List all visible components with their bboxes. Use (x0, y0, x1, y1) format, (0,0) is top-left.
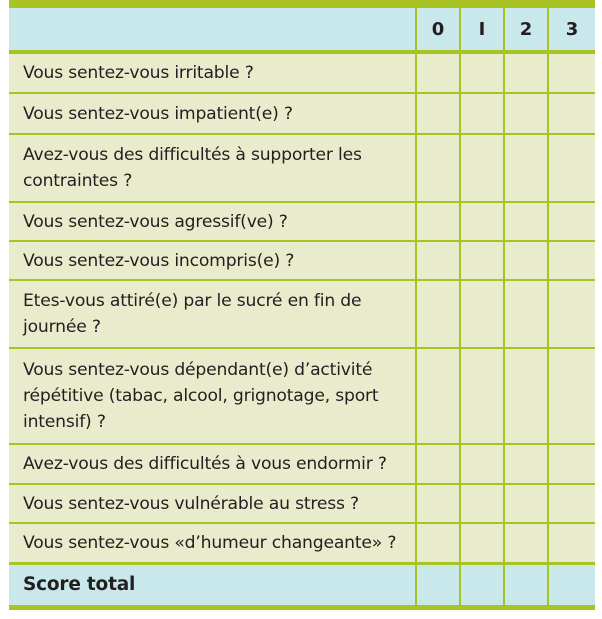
question-text: Avez-vous des difficultés à vous endormir ? (9, 445, 415, 483)
score-total-cell-1[interactable] (461, 565, 503, 605)
score-total-cell-3[interactable] (549, 565, 595, 605)
header-score-1: I (461, 8, 503, 50)
question-text: Vous sentez-vous impatient(e) ? (9, 94, 415, 133)
answer-cell-3[interactable] (549, 445, 595, 483)
answer-cell-3[interactable] (549, 135, 595, 201)
answer-cell-3[interactable] (549, 485, 595, 522)
question-text: Vous sentez-vous dépendant(e) d’activité répétitive (tabac, alcool, grignotage, sport intensif) ? (9, 349, 415, 443)
header-score-2: 2 (505, 8, 547, 50)
table-row (9, 135, 595, 201)
answer-cell-2[interactable] (505, 54, 547, 92)
answer-cell-0[interactable] (417, 54, 459, 92)
answer-cell-3[interactable] (549, 54, 595, 92)
table-row (9, 485, 595, 522)
answer-cell-1[interactable] (461, 242, 503, 279)
score-total-cell-0[interactable] (417, 565, 459, 605)
answer-cell-0[interactable] (417, 485, 459, 522)
table-row (9, 94, 595, 133)
answer-cell-2[interactable] (505, 281, 547, 347)
question-text: Vous sentez-vous agressif(ve) ? (9, 203, 415, 240)
score-total-label: Score total (9, 565, 415, 605)
answer-cell-3[interactable] (549, 524, 595, 562)
answer-cell-0[interactable] (417, 94, 459, 133)
answer-cell-1[interactable] (461, 524, 503, 562)
answer-cell-0[interactable] (417, 135, 459, 201)
answer-cell-2[interactable] (505, 485, 547, 522)
answer-cell-3[interactable] (549, 242, 595, 279)
table-row (9, 445, 595, 483)
answer-cell-0[interactable] (417, 445, 459, 483)
answer-cell-0[interactable] (417, 524, 459, 562)
question-text: Vous sentez-vous incompris(e) ? (9, 242, 415, 279)
answer-cell-2[interactable] (505, 445, 547, 483)
answer-cell-0[interactable] (417, 349, 459, 443)
answer-cell-1[interactable] (461, 94, 503, 133)
header-score-0: 0 (417, 8, 459, 50)
header-question-cell (9, 8, 415, 50)
table-row (9, 524, 595, 562)
answer-cell-0[interactable] (417, 281, 459, 347)
answer-cell-3[interactable] (549, 94, 595, 133)
table-row (9, 281, 595, 347)
score-total-row (9, 565, 595, 605)
table-row (9, 54, 595, 92)
answer-cell-2[interactable] (505, 349, 547, 443)
question-text: Avez-vous des difficultés à supporter les contraintes ? (9, 135, 415, 201)
question-text: Vous sentez-vous vulnérable au stress ? (9, 485, 415, 522)
answer-cell-2[interactable] (505, 135, 547, 201)
answer-cell-3[interactable] (549, 349, 595, 443)
answer-cell-2[interactable] (505, 94, 547, 133)
question-text: Vous sentez-vous «d’humeur changeante» ? (9, 524, 415, 562)
answer-cell-3[interactable] (549, 203, 595, 240)
question-text: Etes-vous attiré(e) par le sucré en fin de journée ? (9, 281, 415, 347)
table-row (9, 242, 595, 279)
table-row (9, 203, 595, 240)
score-total-cell-2[interactable] (505, 565, 547, 605)
question-text: Vous sentez-vous irritable ? (9, 54, 415, 92)
answer-cell-0[interactable] (417, 203, 459, 240)
answer-cell-0[interactable] (417, 242, 459, 279)
answer-cell-1[interactable] (461, 485, 503, 522)
answer-cell-1[interactable] (461, 281, 503, 347)
header-score-3: 3 (549, 8, 595, 50)
answer-cell-1[interactable] (461, 135, 503, 201)
answer-cell-1[interactable] (461, 445, 503, 483)
answer-cell-2[interactable] (505, 242, 547, 279)
answer-cell-2[interactable] (505, 524, 547, 562)
answer-cell-1[interactable] (461, 349, 503, 443)
answer-cell-1[interactable] (461, 54, 503, 92)
answer-cell-2[interactable] (505, 203, 547, 240)
answer-cell-3[interactable] (549, 281, 595, 347)
table-row (9, 349, 595, 443)
questionnaire-table (9, 0, 595, 610)
header-row (9, 8, 595, 50)
answer-cell-1[interactable] (461, 203, 503, 240)
